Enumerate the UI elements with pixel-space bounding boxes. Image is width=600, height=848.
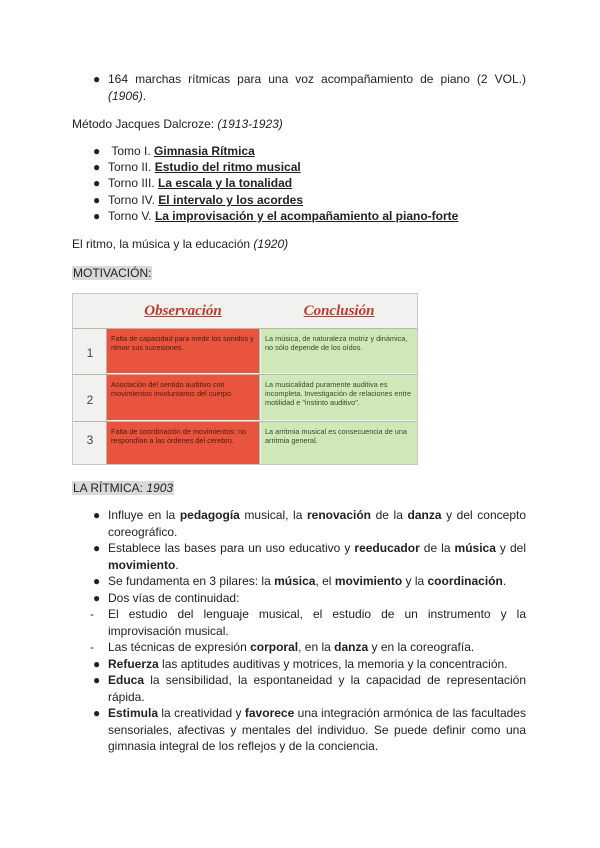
ritmica-list bbox=[90, 507, 526, 755]
list-item: ● Establece las bases para un uso educativo y reeducador de la música y del movimiento. bbox=[93, 541, 526, 572]
bullet-icon: ● bbox=[93, 574, 101, 588]
conclusion-cell: La musicalidad puramente auditiva es incompleta. Investigación de relaciones entre motilidad e "instinto auditivo". bbox=[261, 375, 417, 420]
list-item: ● Estimula la creatividad y favorece una integración armónica de las facultades sensoriales, afectivas y mentales del individuo. Se puede definir como una gimnasia integral de los reflejos y de la conciencia. bbox=[93, 706, 526, 753]
list-item: ● Tomo I. Gimnasia Rítmica bbox=[93, 144, 255, 158]
list-item: ● Refuerza las aptitudes auditivas y motrices, la memoria y la concentración. bbox=[93, 656, 508, 671]
bullet-icon: ● bbox=[93, 508, 101, 522]
ritmica-heading bbox=[72, 480, 174, 496]
list-item: ● Torno IV. El intervalo y los acordes bbox=[93, 192, 303, 207]
dash-icon: - bbox=[90, 607, 94, 621]
method-line bbox=[72, 116, 283, 132]
bullet-icon: ● bbox=[93, 541, 101, 555]
observation-cell: Falta de capacidad para medir los sonidos y ritmar sus sucesiones. bbox=[107, 329, 259, 373]
list-item: ● Educa la sensibilidad, la espontaneidad y la capacidad de representación rápida. bbox=[93, 673, 526, 704]
method-years: (1913-1923) bbox=[217, 117, 283, 131]
intro-year: (1906) bbox=[108, 88, 143, 103]
bullet-icon: ● bbox=[93, 706, 101, 720]
bullet-icon: ● bbox=[93, 208, 101, 223]
list-item: ● Dos vías de continuidad: bbox=[93, 590, 240, 605]
book-year: (1920) bbox=[253, 237, 289, 251]
intro-list bbox=[93, 71, 526, 104]
tome-title: La improvisación y el acompañamiento al piano-forte bbox=[154, 208, 459, 223]
tome-title: Gimnasia Rítmica bbox=[154, 144, 255, 158]
intro-text: 164 marchas rítmicas para una voz acompañamiento de piano (2 VOL.) bbox=[108, 72, 526, 86]
conclusion-header: Conclusión bbox=[303, 303, 375, 319]
bullet-icon: ● bbox=[93, 192, 101, 207]
book-title: El ritmo, la música y la educación bbox=[72, 237, 251, 251]
list-item: ● Torno III. La escala y la tonalidad bbox=[93, 176, 293, 191]
list-item: ● Torno V. La improvisación y el acompañamiento al piano-forte bbox=[93, 208, 459, 223]
row-number: 2 bbox=[86, 393, 94, 407]
ritmica-year: 1903 bbox=[146, 481, 174, 495]
divider bbox=[259, 328, 260, 465]
tome-title: La escala y la tonalidad bbox=[158, 176, 293, 191]
motivation-table bbox=[72, 293, 418, 465]
tome-title: Estudio del ritmo musical bbox=[154, 160, 301, 175]
book-line bbox=[72, 236, 288, 252]
bullet-icon: ● bbox=[93, 160, 101, 175]
motivation-heading: MOTIVACIÓN: bbox=[73, 266, 152, 280]
conclusion-cell: La música, de naturaleza motriz y dinámica, no sólo depende de los oídos. bbox=[261, 329, 417, 373]
tomes-list bbox=[93, 143, 508, 224]
method-label: Método Jacques Dalcroze: bbox=[72, 117, 215, 131]
list-item: - Las técnicas de expresión corporal, en la danza y en la coreografía. bbox=[90, 640, 475, 654]
bullet-icon: ● bbox=[93, 673, 101, 687]
list-item: - El estudio del lenguaje musical, el estudio de un instrumento y la improvisación musical. bbox=[90, 607, 526, 638]
bullet-icon: ● bbox=[93, 656, 101, 671]
bullet-icon: ● bbox=[93, 176, 101, 191]
row-number: 1 bbox=[86, 346, 94, 360]
observation-header: Observación bbox=[144, 303, 222, 319]
list-item: ● Se fundamenta en 3 pilares: la música, el movimiento y la coordinación. bbox=[93, 574, 507, 588]
list-item: ● 164 marchas rítmicas para una voz acompañamiento de piano (2 VOL.) (1906). bbox=[93, 72, 526, 103]
row-number: 3 bbox=[86, 433, 94, 447]
ritmica-label: LA RÍTMICA: bbox=[73, 481, 144, 495]
bullet-icon: ● bbox=[93, 72, 101, 86]
observation-cell: Falta de coordinación de movimientos: no respondían a las órdenes del cerebro. bbox=[107, 422, 259, 465]
bullet-icon: ● bbox=[93, 590, 101, 605]
bullet-icon: ● bbox=[93, 144, 101, 158]
observation-cell: Asociación del sentido auditivo con movimientos involuntarios del cuerpo. bbox=[107, 375, 259, 420]
list-item: ● Influye en la pedagogía musical, la renovación de la danza y del concepto coreográfico. bbox=[93, 508, 526, 539]
conclusion-cell: La arritmia musical es consecuencia de una arritmia general. bbox=[261, 422, 417, 465]
dash-icon: - bbox=[90, 640, 94, 654]
list-item: ● Torno II. Estudio del ritmo musical bbox=[93, 160, 301, 175]
tome-title: El intervalo y los acordes bbox=[158, 192, 303, 207]
